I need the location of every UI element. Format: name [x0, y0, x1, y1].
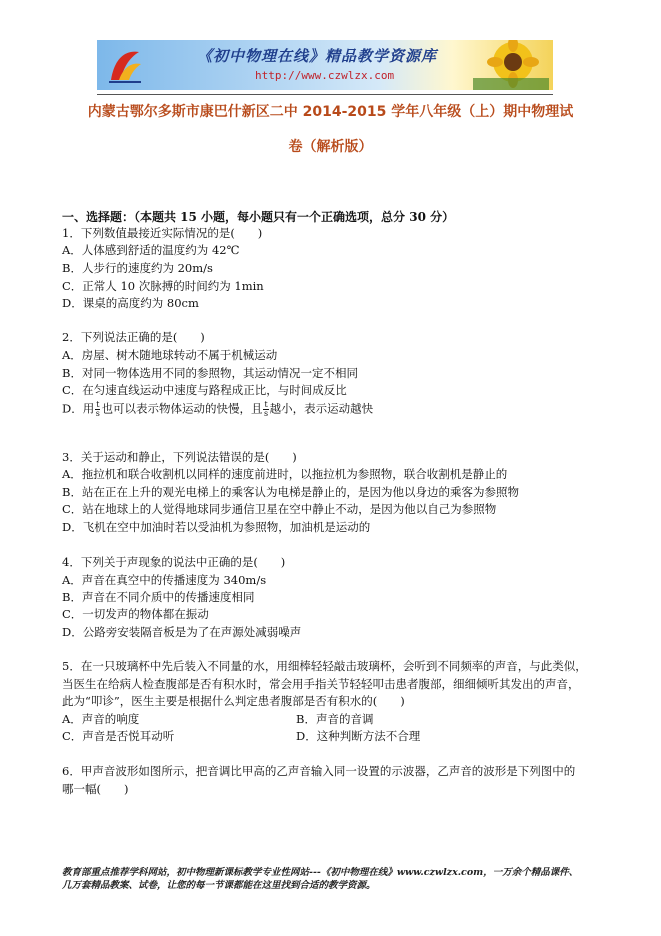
page-title-line-2: 卷（解析版）	[288, 139, 373, 155]
banner-title: 《初中物理在线》精品教学资源库	[197, 47, 438, 65]
q4-option-b: B．声音在不同介质中的传播速度相同	[62, 590, 255, 604]
header-banner	[97, 40, 553, 90]
q6-stem-line-1: 6．甲声音波形如图所示，把音调比甲高的乙声音输入同一设置的示波器，乙声音的波形是下列图中的	[62, 764, 576, 778]
q3-option-c: C．站在地球上的人觉得地球同步通信卫星在空中静止不动，是因为他以自己为参照物	[62, 502, 497, 516]
q4-stem: 4．下列关于声现象的说法中正确的是( )	[62, 555, 286, 569]
q2-option-d	[62, 401, 373, 418]
q2-option-c: C．在匀速直线运动中速度与路程成正比，与时间成反比	[62, 383, 347, 397]
section-heading: 一、选择题：（本题共 15 小题，每小题只有一个正确选项，总分 30 分）	[62, 210, 455, 224]
footer-line-1: 教育部重点推荐学科网站，初中物理新课标教学专业性网站---《初中物理在线》www.czwlzx.com，一万余个精品课件、	[62, 867, 579, 878]
q5-stem-line-1: 5．在一只玻璃杯中先后装入不同量的水，用细棒轻轻敲击玻璃杯，会听到不同频率的声音，与此类似，	[62, 659, 587, 673]
ratio-fraction-2	[263, 401, 268, 418]
q4-option-d: D．公路旁安装隔音板是为了在声源处减弱噪声	[62, 625, 302, 639]
page-footer	[62, 866, 602, 892]
fraction-numerator: t	[96, 400, 100, 409]
q2-option-d-middle: 也可以表示物体运动的快慢，且	[101, 401, 263, 416]
q5-option-d: D．这种判断方法不合理	[296, 729, 421, 743]
q1-option-b: B．人步行的速度约为 20m/s	[62, 261, 213, 275]
q2-option-d-prefix: D．用	[62, 401, 95, 416]
q1-stem: 1．下列数值最接近实际情况的是( )	[62, 226, 263, 240]
q6-stem-line-2: 哪一幅( )	[62, 782, 129, 796]
fraction-numerator-2: t	[264, 400, 268, 409]
q2-option-d-suffix: 越小，表示运动越快	[269, 401, 374, 416]
q3-stem: 3．关于运动和静止，下列说法错误的是( )	[62, 450, 297, 464]
q5-option-c: C．声音是否悦耳动听	[62, 729, 175, 743]
page-title-line-1: 内蒙古鄂尔多斯市康巴什新区二中 2014-2015 学年八年级（上）期中物理试	[87, 104, 574, 120]
q1-option-a: A．人体感到舒适的温度约为 42℃	[62, 243, 240, 257]
q2-stem: 2．下列说法正确的是( )	[62, 330, 205, 344]
site-logo-icon	[105, 46, 145, 84]
q2-option-a: A．房屋、树木随地球转动不属于机械运动	[62, 348, 278, 362]
q5-stem-line-3: 此为“叩诊”，医生主要是根据什么判定患者腹部是否有积水的( )	[62, 694, 405, 708]
q3-option-a: A．拖拉机和联合收割机以同样的速度前进时，以拖拉机为参照物，联合收割机是静止的	[62, 467, 508, 481]
fraction-denominator: s	[95, 409, 100, 418]
q5-option-a: A．声音的响度	[62, 712, 140, 726]
q2-option-b: B．对同一物体选用不同的参照物，其运动情况一定不相同	[62, 366, 358, 380]
q5-stem-line-2: 当医生在给病人检查腹部是否有积水时，常会用手指关节轻轻叩击患者腹部，细细倾听其发出的声音，	[62, 677, 580, 691]
q1-option-d: D．课桌的高度约为 80cm	[62, 296, 199, 310]
q1-option-c: C．正常人 10 次脉搏的时间约为 1min	[62, 279, 264, 293]
header-divider	[97, 94, 553, 95]
q3-option-d: D．飞机在空中加油时若以受油机为参照物，加油机是运动的	[62, 520, 371, 534]
q4-option-a: A．声音在真空中的传播速度为 340m/s	[62, 573, 267, 587]
q4-option-c: C．一切发声的物体都在振动	[62, 607, 209, 621]
sunflower-icon	[473, 40, 549, 90]
fraction-denominator-2: s	[264, 409, 269, 418]
footer-line-2: 几万套精品教案、试卷，让您的每一节课都能在这里找到合适的教学资源。	[62, 880, 376, 891]
q3-option-b: B．站在正在上升的观光电梯上的乘客认为电梯是静止的，是因为他以身边的乘客为参照物	[62, 485, 519, 499]
ratio-fraction	[95, 401, 100, 418]
banner-url[interactable]: http://www.czwlzx.com	[255, 69, 395, 82]
q5-option-b: B．声音的音调	[296, 712, 374, 726]
